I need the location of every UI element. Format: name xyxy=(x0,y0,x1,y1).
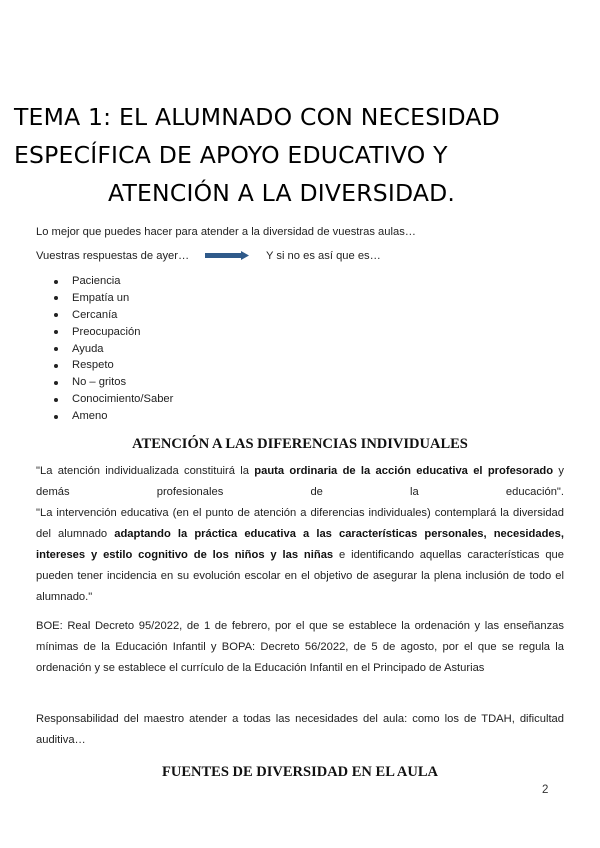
quote-atencion-individualizada xyxy=(36,461,564,503)
list-item: Ayuda xyxy=(52,341,173,358)
list-item: Ameno xyxy=(52,408,173,425)
respuestas-right: Y si no es así que es… xyxy=(266,250,381,262)
quote-intervencion-educativa xyxy=(36,503,564,608)
qualities-list xyxy=(52,273,173,425)
list-item: Empatía un xyxy=(52,290,173,307)
list-item: Paciencia xyxy=(52,273,173,290)
quote2-bold: adaptando la práctica educativa a las características personales, necesidades, intereses y estilo cognitivo de los niños y las niñas xyxy=(36,527,564,561)
quote1-post: y demás profesionales de la educación". xyxy=(36,465,564,498)
respuestas-left: Vuestras respuestas de ayer… xyxy=(36,250,190,262)
boe-reference: BOE: Real Decreto 95/2022, de 1 de febrero, por el que se establece la ordenación y las enseñanzas mínimas de la Educación Infantil y BOPA: Decreto 56/2022, de 5 de agosto, por el que se regula la ordenación y se establece el currículo de la Educación Infantil en el Principado de Asturias xyxy=(36,620,564,674)
list-item: No – gritos xyxy=(52,374,173,391)
title-line-1: TEMA 1: EL ALUMNADO CON NECESIDAD xyxy=(14,103,500,131)
list-item: Cercanía xyxy=(52,307,173,324)
quote1-pre: "La atención individualizada constituirá la xyxy=(36,465,255,477)
right-arrow-icon xyxy=(205,251,249,260)
document-title xyxy=(14,98,584,212)
quote1-bold: pauta ordinaria de la acción educativa el profesorado xyxy=(254,465,554,477)
title-line-2: ESPECÍFICA DE APOYO EDUCATIVO Y xyxy=(14,141,448,169)
list-item: Conocimiento/Saber xyxy=(52,391,173,408)
intro-text: Lo mejor que puedes hacer para atender a la diversidad de vuestras aulas… xyxy=(36,226,416,238)
page-number: 2 xyxy=(542,784,549,796)
section-heading-fuentes: FUENTES DE DIVERSIDAD EN EL AULA xyxy=(162,764,438,780)
responsabilidad-text: Responsabilidad del maestro atender a todas las necesidades del aula: como los de TDAH, dificultad auditiva… xyxy=(36,713,564,746)
quote2-post: e identificando aquellas características que pueden tener incidencia en su evolución escolar en el objetivo de asegurar la plena inclusión de todo el alumnado." xyxy=(36,548,564,603)
list-item: Respeto xyxy=(52,357,173,374)
list-item: Preocupación xyxy=(52,324,173,341)
title-line-3: ATENCIÓN A LA DIVERSIDAD. xyxy=(108,179,456,207)
quote2-pre: "La intervención educativa (en el punto de atención a diferencias individuales) contemplará la diversidad del alumnado xyxy=(36,507,564,540)
section-heading-diferencias: ATENCIÓN A LAS DIFERENCIAS INDIVIDUALES xyxy=(132,436,468,452)
